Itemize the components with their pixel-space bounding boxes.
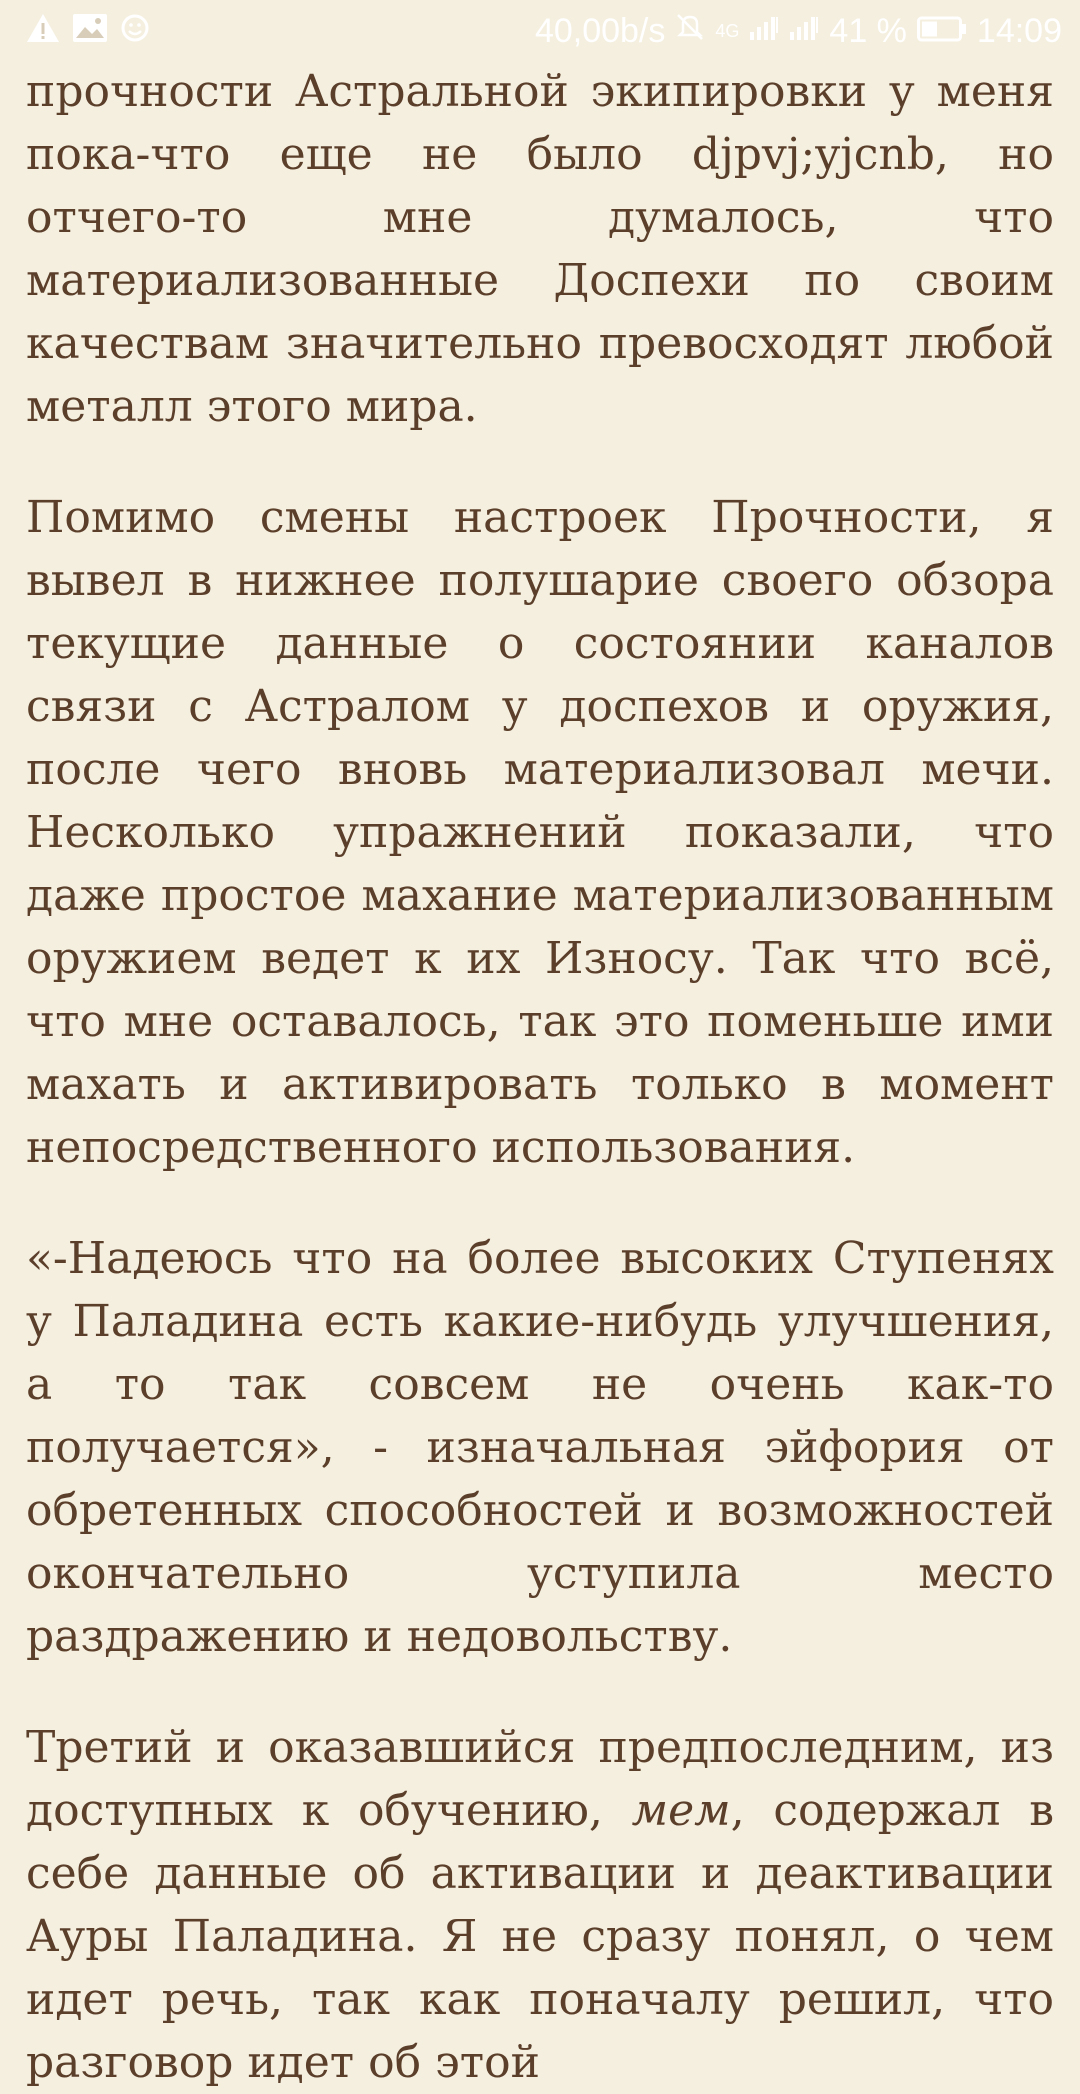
image-icon [72, 13, 108, 43]
paragraph-text: , содержал в себе данные об активации и деактивации Ауры Паладина. Я не сразу понял, о чем идет речь, так как поначалу решил, что разговор идет об этой [26, 1785, 1054, 2088]
network-type: 4G [715, 20, 740, 41]
status-bar [0, 0, 1080, 62]
signal-icon [749, 12, 779, 51]
paragraph-text: Третий и оказавшийся предпоследним, из доступных к обучению, [26, 1722, 1054, 1836]
mute-icon [675, 12, 705, 51]
paragraph: прочности Астральной экипировки у меня пока-что еще не было djpvj;yjcnb, но отчего-то мне думалось, что материализованные Доспехи по своим качествам значительно превосходят любой металл этого мира. [26, 66, 1054, 432]
battery-percent: 41 % [829, 11, 907, 50]
signal-2-icon [789, 12, 819, 51]
paragraph: «-Надеюсь что на более высоких Ступенях у Паладина есть какие-нибудь улучшения, а то так совсем не очень как-то получается», - изначальная эйфория от обретенных способностей и возможностей окончательно уступила место раздражению и недовольству. [26, 1233, 1054, 1662]
smiley-icon [120, 13, 150, 43]
battery-icon [917, 12, 967, 51]
reader-page[interactable] [26, 60, 1054, 2088]
warning-icon [26, 12, 60, 44]
status-bar-system [535, 8, 1062, 54]
emphasis-text: мем [631, 1785, 731, 1836]
paragraph: Помимо смены настроек Прочности, я вывел в нижнее полушарие своего обзора текущие данные о состоянии каналов связи с Астралом у доспехов и оружия, после чего вновь материализовал мечи. Несколько упражнений показали, что даже простое махание материализованным оружием ведет к их Износу. Так что всё, что мне оставалось, так это поменьше ими махать и активировать только в момент непосредственного использования. [26, 492, 1054, 1173]
clock: 14:09 [976, 11, 1062, 50]
paragraph [26, 1716, 1054, 2094]
network-speed: 40,00b/s [534, 11, 666, 50]
status-bar-notifications [26, 12, 150, 44]
